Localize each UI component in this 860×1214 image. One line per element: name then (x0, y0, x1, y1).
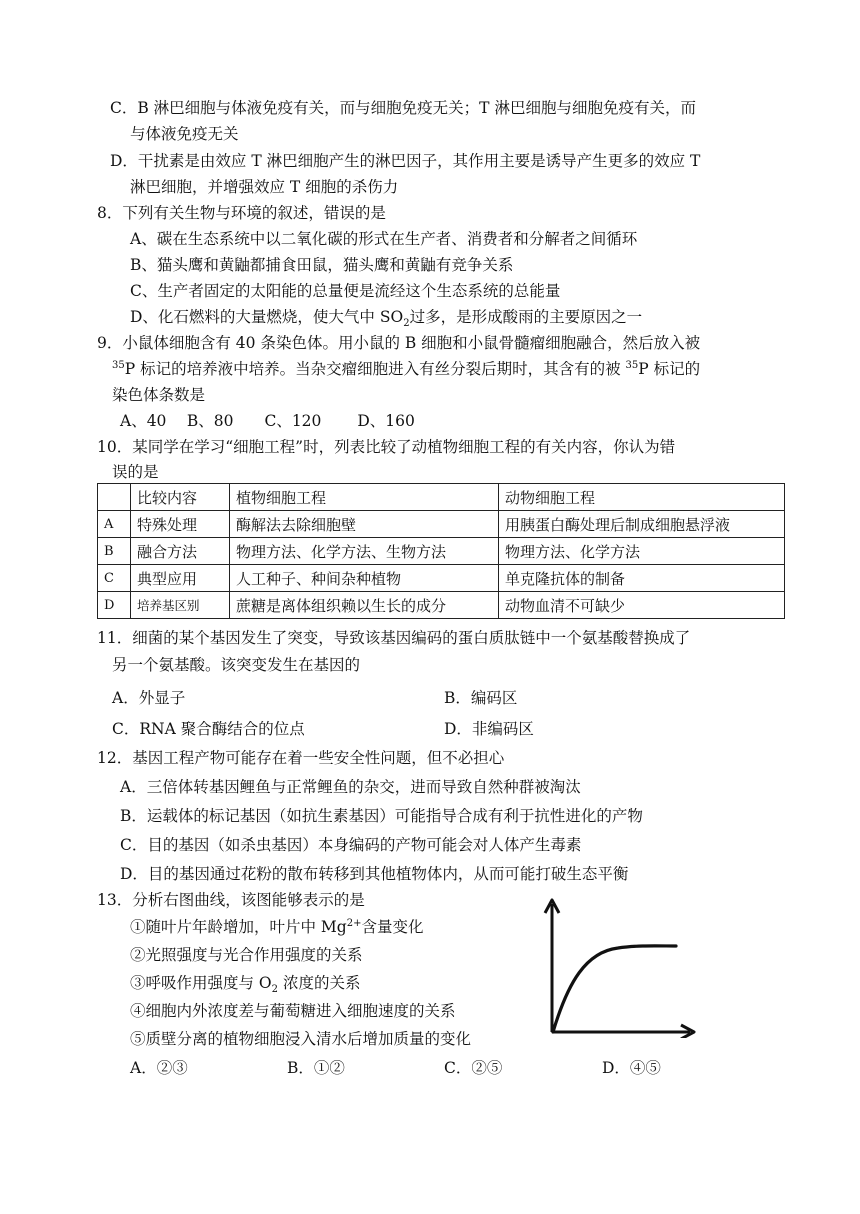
mg-superscript: 2+ (346, 917, 362, 929)
o2-subscript: 2 (271, 984, 279, 996)
table-cell: C (98, 565, 131, 592)
table-cell: 物理方法、化学方法、生物方法 (230, 538, 499, 565)
q13-item-3-text-end: 浓度的关系 (278, 974, 361, 992)
so2-subscript: 2 (403, 318, 410, 330)
table-header-row (98, 484, 785, 511)
comparison-table (97, 483, 785, 619)
q9-stem-line2-text: P 标记的培养液中培养。当杂交瘤细胞进入有丝分裂后期时，其含有的被 (124, 360, 626, 378)
q7-option-d-line2: 淋巴细胞，并增强效应 T 细胞的杀伤力 (130, 178, 399, 196)
q7-option-d-line1: D．干扰素是由效应 T 淋巴细胞产生的淋巴因子，其作用主要是诱导产生更多的效应 T (110, 152, 701, 170)
saturation-curve (553, 946, 676, 1032)
q12-option-a: A．三倍体转基因鲤鱼与正常鲤鱼的杂交，进而导致自然种群被淘汰 (120, 778, 581, 796)
q13-option-a: A．②③ (130, 1059, 188, 1077)
table-cell: 典型应用 (131, 565, 230, 592)
q7-option-c-line2: 与体液免疫无关 (130, 125, 239, 143)
q13-item-3 (130, 973, 361, 996)
table-cell: 人工种子、种间杂种植物 (230, 565, 499, 592)
q10-stem-line2: 误的是 (112, 463, 159, 481)
q13-item-5: ⑤质壁分离的植物细胞浸入清水后增加质量的变化 (130, 1030, 472, 1048)
q8-option-b: B、猫头鹰和黄鼬都捕食田鼠，猫头鹰和黄鼬有竞争关系 (130, 256, 514, 274)
table-row (98, 511, 785, 538)
q11-option-b: B．编码区 (444, 689, 518, 707)
p35-superscript: 35 (112, 359, 125, 371)
q13-item-1-text-end: 含量变化 (361, 918, 424, 936)
q7-option-c-line1: C．B 淋巴细胞与体液免疫有关，而与细胞免疫无关；T 淋巴细胞与细胞免疫有关，而 (110, 99, 696, 117)
table-cell: B (98, 538, 131, 565)
q11-stem-line2: 另一个氨基酸。该突变发生在基因的 (112, 656, 361, 674)
q13-item-3-text: ③呼吸作用强度与 O (130, 974, 272, 992)
table-cell: 蔗糖是离体组织赖以生长的成分 (230, 592, 499, 619)
q13-item-2: ②光照强度与光合作用强度的关系 (130, 946, 363, 964)
q8-option-d-text-end: 过多，是形成酸雨的主要原因之一 (409, 308, 643, 326)
q10-stem-line1: 10．某同学在学习“细胞工程”时，列表比较了动植物细胞工程的有关内容，你认为错 (97, 438, 676, 456)
table-header-cell: 植物细胞工程 (230, 484, 499, 511)
q9-stem-line2 (112, 359, 700, 379)
q13-item-1-text: ①随叶片年龄增加，叶片中 Mg (130, 918, 347, 936)
q8-option-c: C、生产者固定的太阳能的总量便是流经这个生态系统的总能量 (130, 282, 561, 300)
q13-option-b: B．①② (287, 1059, 345, 1077)
q9-stem-line2-text-end: P 标记的 (638, 360, 701, 378)
table-cell: 用胰蛋白酶处理后制成细胞悬浮液 (499, 511, 785, 538)
q11-option-a: A．外显子 (112, 689, 186, 707)
q11-stem-line1: 11．细菌的某个基因发生了突变，导致该基因编码的蛋白质肽链中一个氨基酸替换成了 (97, 629, 691, 647)
q9-stem-line3: 染色体条数是 (112, 386, 206, 404)
q12-stem: 12．基因工程产物可能存在着一些安全性问题，但不必担心 (97, 749, 505, 767)
q9-stem-line1: 9．小鼠体细胞含有 40 条染色体。用小鼠的 B 细胞和小鼠骨髓瘤细胞融合，然后放入被 (97, 334, 701, 352)
q8-option-d (130, 307, 643, 330)
p35-superscript: 35 (625, 359, 639, 371)
table-cell: 物理方法、化学方法 (499, 538, 785, 565)
table-cell: 培养基区别 (131, 592, 230, 619)
q8-option-d-text: D、化石燃料的大量燃烧，使大气中 SO (130, 308, 404, 326)
q13-stem: 13．分析右图曲线，该图能够表示的是 (97, 891, 365, 909)
q13-option-c: C．②⑤ (444, 1059, 503, 1077)
table-cell: 特殊处理 (131, 511, 230, 538)
q9-options: A、40 B、80 C、120 D、160 (120, 412, 415, 430)
q8-stem: 8．下列有关生物与环境的叙述，错误的是 (97, 204, 386, 222)
q13-item-1 (130, 917, 424, 937)
table-cell: 动物血清不可缺少 (499, 592, 785, 619)
table-cell: D (98, 592, 131, 619)
q11-option-d: D．非编码区 (444, 720, 534, 738)
table-header-cell (98, 484, 131, 511)
q12-option-b: B．运载体的标记基因（如抗生素基因）可能指导合成有利于抗性进化的产物 (120, 807, 643, 825)
table-header-cell: 动物细胞工程 (499, 484, 785, 511)
q13-item-4: ④细胞内外浓度差与葡萄糖进入细胞速度的关系 (130, 1002, 456, 1020)
table-row (98, 565, 785, 592)
table-header-cell: 比较内容 (131, 484, 230, 511)
table-cell: 酶解法去除细胞壁 (230, 511, 499, 538)
table-cell: 融合方法 (131, 538, 230, 565)
q8-option-a: A、碳在生态系统中以二氧化碳的形式在生产者、消费者和分解者之间循环 (130, 230, 638, 248)
table-cell: 单克隆抗体的制备 (499, 565, 785, 592)
table-row (98, 538, 785, 565)
q11-option-c: C．RNA 聚合酶结合的位点 (112, 720, 305, 738)
table-row (98, 592, 785, 619)
table-cell: A (98, 511, 131, 538)
q12-option-c: C．目的基因（如杀虫基因）本身编码的产物可能会对人体产生毒素 (120, 836, 582, 854)
q12-option-d: D．目的基因通过花粉的散布转移到其他植物体内，从而可能打破生态平衡 (120, 865, 629, 883)
q13-option-d: D．④⑤ (602, 1059, 661, 1077)
saturation-curve-figure (542, 896, 700, 1038)
